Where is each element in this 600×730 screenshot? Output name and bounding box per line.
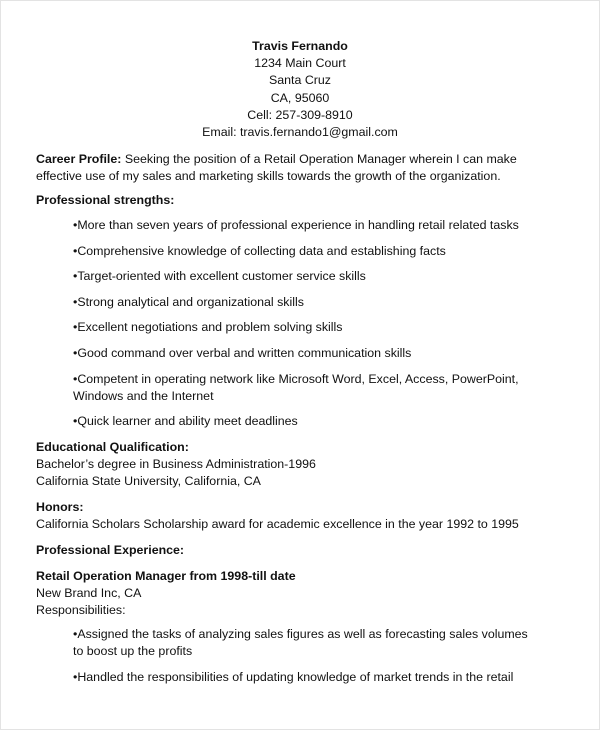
list-item: •Assigned the tasks of analyzing sales figures as well as forecasting sales volumes to boost up the profits bbox=[73, 627, 528, 659]
honors-text: California Scholars Scholarship award for academic excellence in the year 1992 to 1995 bbox=[36, 517, 519, 532]
education-degree: Bachelor’s degree in Business Administration-1996 bbox=[36, 457, 316, 472]
job-title: Retail Operation Manager from 1998-till date bbox=[36, 569, 296, 584]
address-state-zip: CA, 95060 bbox=[270, 90, 330, 105]
list-item: •Excellent negotiations and problem solving skills bbox=[73, 320, 343, 335]
contact-cell: Cell: 257-309-8910 bbox=[247, 107, 353, 122]
career-profile bbox=[36, 151, 536, 185]
candidate-name: Travis Fernando bbox=[252, 39, 348, 53]
responsibilities-list bbox=[36, 626, 536, 686]
honors-heading: Honors: bbox=[36, 500, 84, 515]
career-profile-text: Seeking the position of a Retail Operation Manager wherein I can make effective use of my sales and marketing skills towards the growth of the organization. bbox=[36, 152, 517, 183]
address-city: Santa Cruz bbox=[269, 73, 331, 88]
strengths-heading: Professional strengths: bbox=[36, 193, 175, 207]
education-school: California State University, California, CA bbox=[36, 474, 261, 489]
list-item: •Competent in operating network like Microsoft Word, Excel, Access, PowerPoint, Windows and the Internet bbox=[73, 371, 519, 403]
list-item: •More than seven years of professional experience in handling retail related tasks bbox=[73, 218, 519, 232]
list-item: •Quick learner and ability meet deadlines bbox=[73, 414, 298, 429]
resume-body bbox=[36, 151, 536, 686]
list-item: •Handled the responsibilities of updating knowledge of market trends in the retail bbox=[73, 669, 514, 684]
list-item: •Strong analytical and organizational skills bbox=[73, 294, 304, 309]
list-item: •Comprehensive knowledge of collecting data and establishing facts bbox=[73, 243, 446, 258]
responsibilities-label: Responsibilities: bbox=[36, 603, 126, 618]
strengths-list bbox=[36, 217, 536, 430]
resume-header bbox=[0, 38, 600, 141]
list-item: •Target-oriented with excellent customer service skills bbox=[73, 269, 366, 284]
address-street: 1234 Main Court bbox=[254, 56, 346, 71]
job-company: New Brand Inc, CA bbox=[36, 586, 142, 601]
education-heading: Educational Qualification: bbox=[36, 440, 189, 455]
career-profile-label: Career Profile: bbox=[36, 152, 122, 166]
list-item: •Good command over verbal and written communication skills bbox=[73, 345, 412, 360]
contact-email: Email: travis.fernando1@gmail.com bbox=[202, 124, 398, 139]
experience-heading: Professional Experience: bbox=[36, 543, 185, 558]
